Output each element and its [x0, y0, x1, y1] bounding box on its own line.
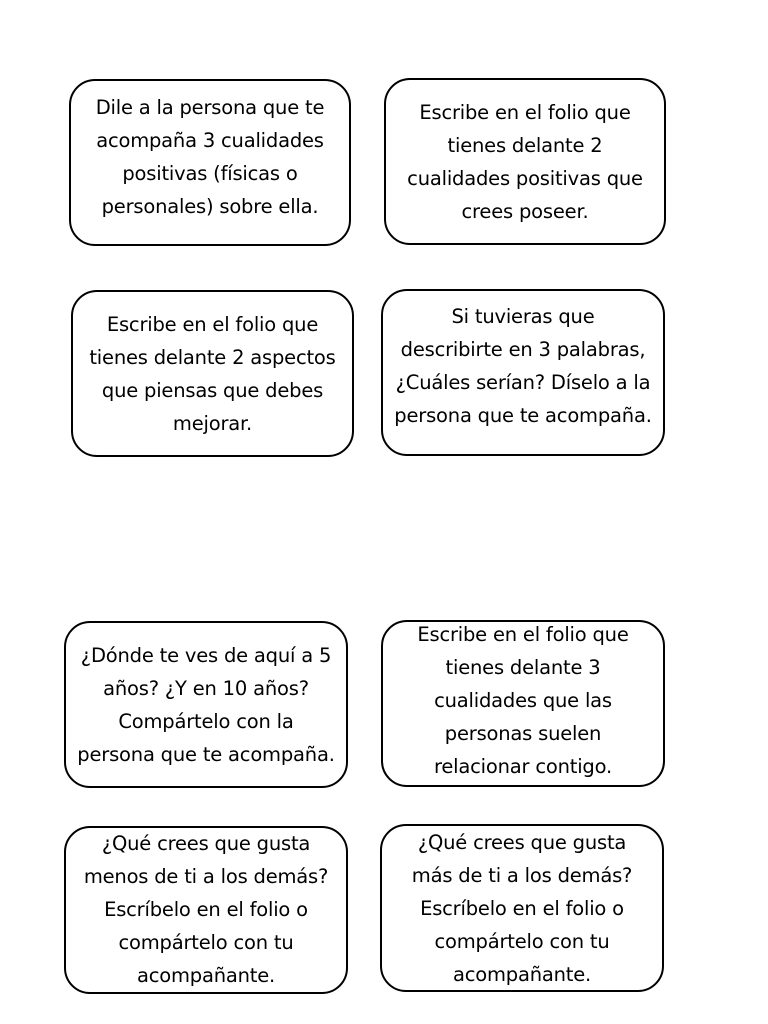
- card-text: ¿Qué crees que gusta menos de ti a los demás? Escríbelo en el folio o compártelo con tu acompañante.: [83, 831, 329, 987]
- activity-card-associated-qualities: [381, 620, 665, 787]
- activity-card-improve: [71, 290, 354, 457]
- activity-card-liked-least: [64, 826, 348, 994]
- card-text: Escribe en el folio que tienes delante 2 cualidades positivas que crees poseer.: [407, 100, 643, 223]
- activity-card-liked-most: [380, 824, 664, 992]
- card-text: Dile a la persona que te acompaña 3 cualidades positivas (físicas o personales) sobre ella.: [95, 95, 325, 218]
- activity-card-future: [64, 621, 348, 788]
- card-text: ¿Qué crees que gusta más de ti a los demás? Escríbelo en el folio o compártelo con tu acompañante.: [411, 830, 633, 986]
- activity-card-compliments: [69, 79, 351, 246]
- activity-card-three-words: [381, 289, 665, 456]
- activity-card-own-qualities: [384, 78, 666, 245]
- card-text: Escribe en el folio que tienes delante 3 cualidades que las personas suelen relacionar contigo.: [417, 623, 629, 778]
- card-text: ¿Dónde te ves de aquí a 5 años? ¿Y en 10 años? Compártelo con la persona que te acompaña.: [77, 643, 335, 766]
- card-text: Si tuvieras que describirte en 3 palabras, ¿Cuáles serían? Díselo a la persona que te acompaña.: [394, 304, 652, 427]
- card-text: Escribe en el folio que tienes delante 2 aspectos que piensas que debes mejorar.: [89, 312, 336, 435]
